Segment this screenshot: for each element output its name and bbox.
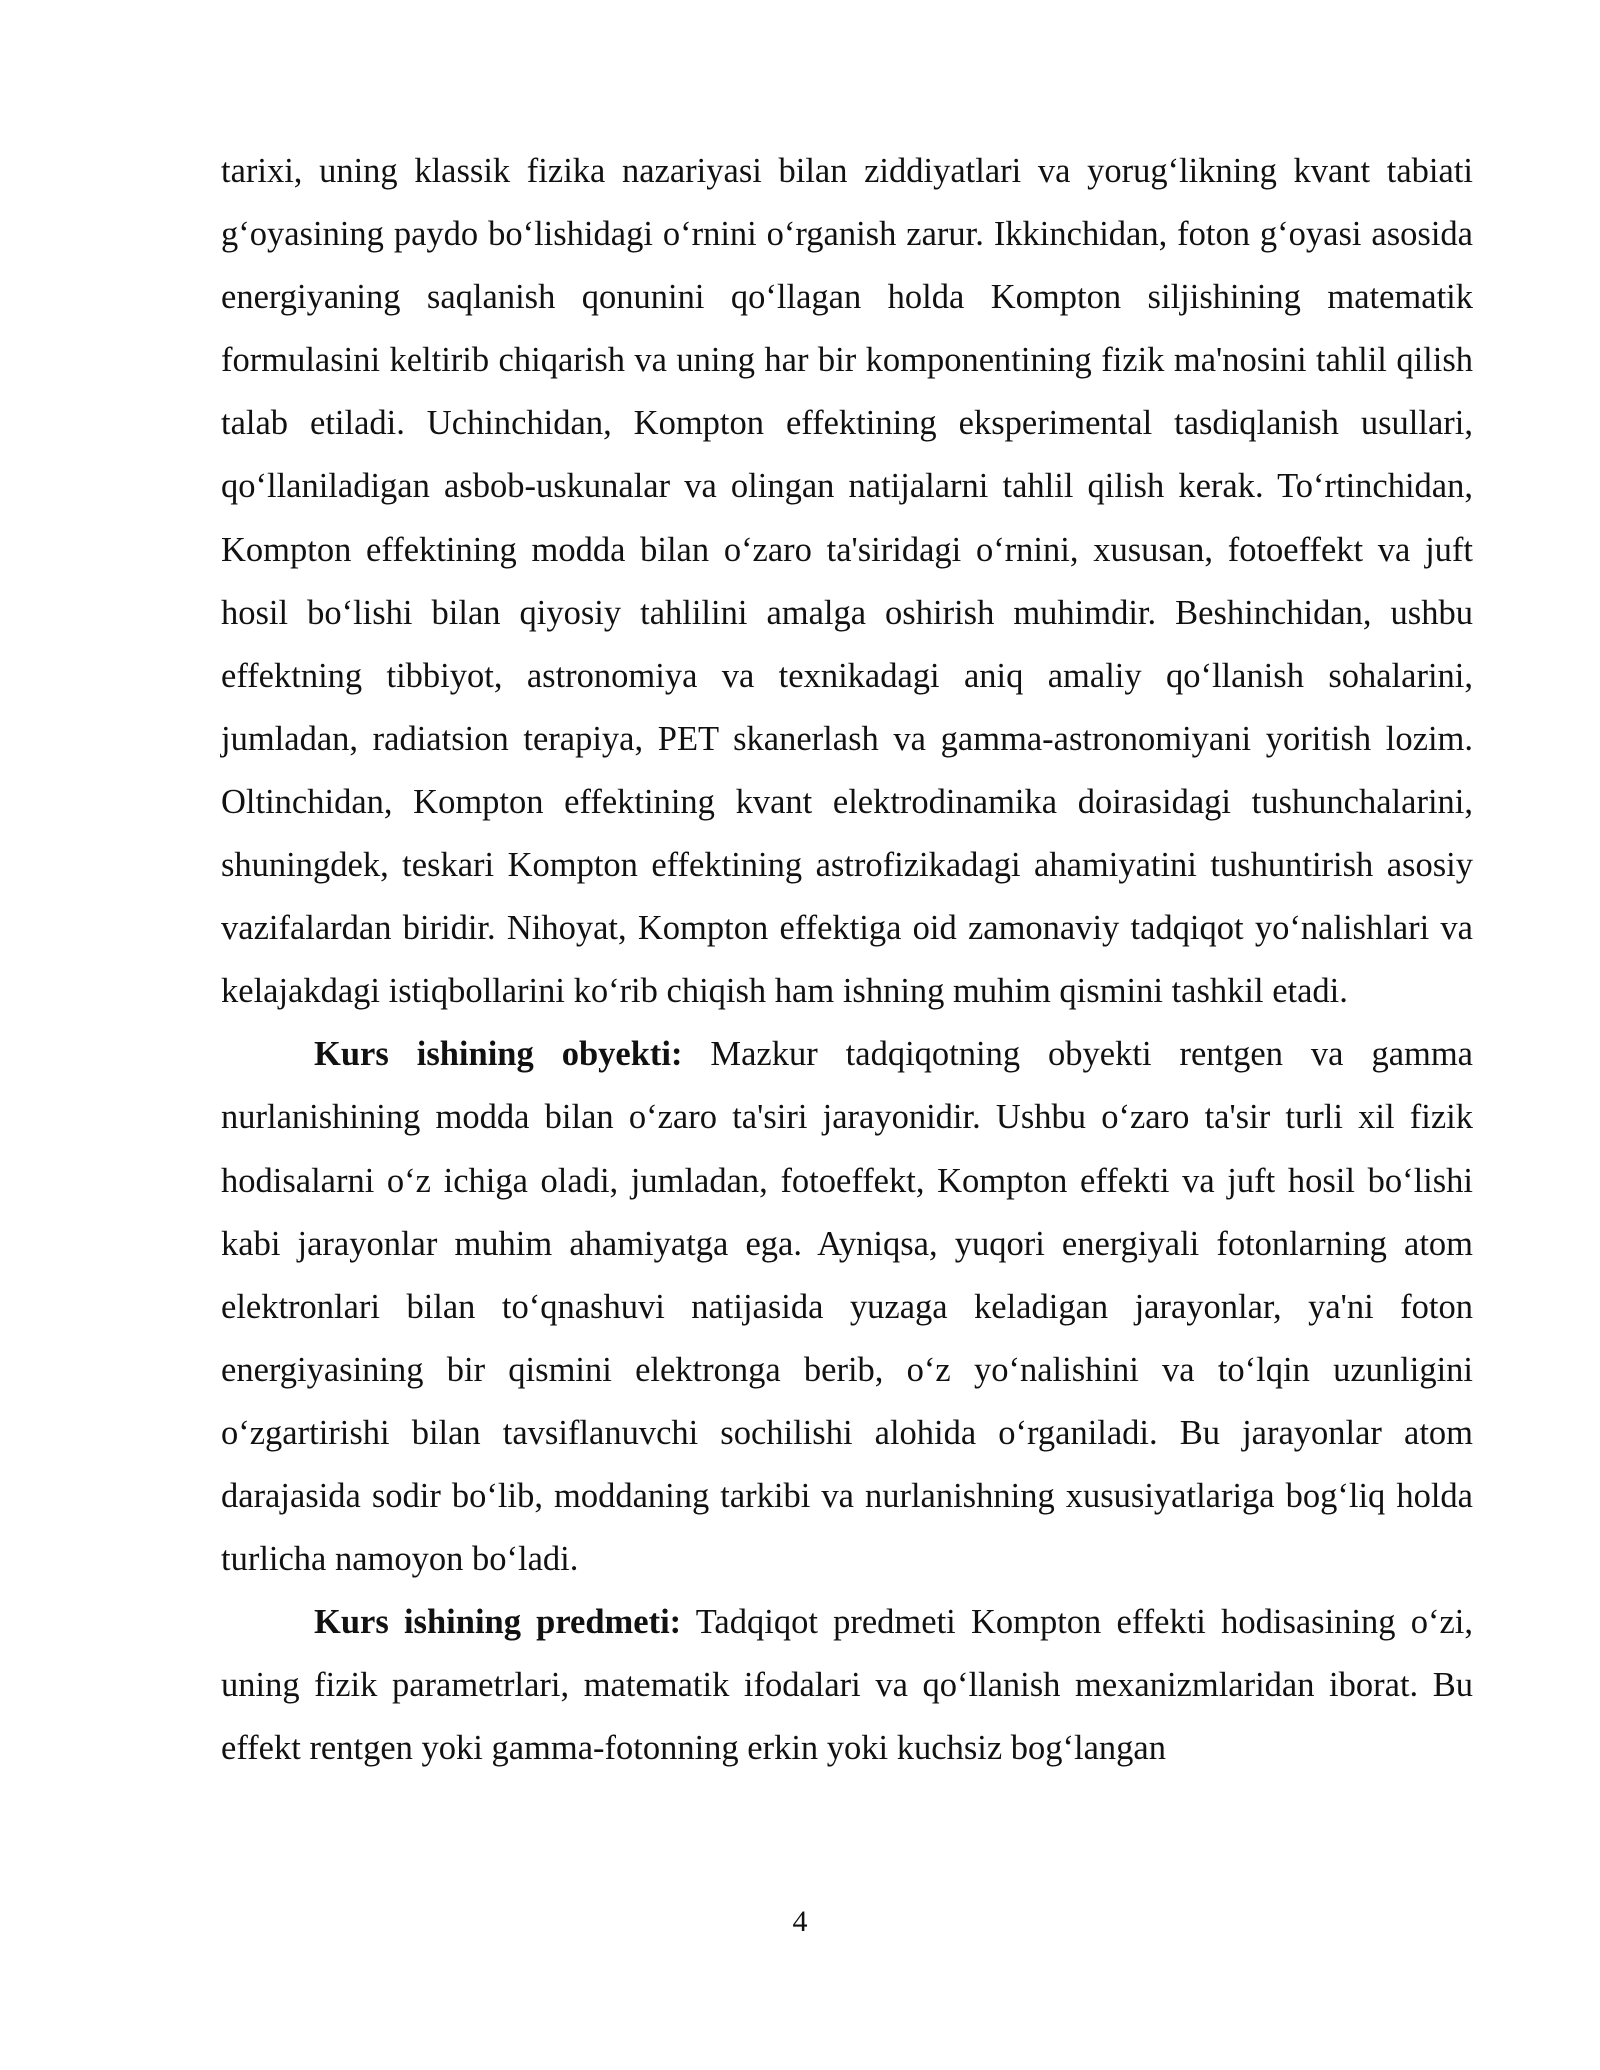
paragraph-object [221,1023,1473,1591]
paragraph-heading: Kurs ishining predmeti: [314,1603,682,1642]
paragraph-continuation [221,140,1473,1023]
paragraph-text: tarixi, uning klassik fizika nazariyasi bilan ziddiyatlari va yorug‘likning kvant tabiati g‘oyasining paydo bo‘lishidagi o‘rnini o‘rganish zarur. Ikkinchidan, foton g‘oyasi asosida energiyaning saqlanish qonunini qo‘llagan holda Kompton siljishining matematik formulasini keltirib chiqarish va uning har bir komponentining fizik ma'nosini tahlil qilish talab etiladi. Uchinchidan, Kompton effektining eksperimental tasdiqlanish usullari, qo‘llaniladigan asbob-uskunalar va olingan natijalarni tahlil qilish kerak. To‘rtinchidan, Kompton effektining modda bilan o‘zaro ta'siridagi o‘rnini, xususan, fotoeffekt va juft hosil bo‘lishi bilan qiyosiy tahlilini amalga oshirish muhimdir. Beshinchidan, ushbu effektning tibbiyot, astronomiya va texnikadagi aniq amaliy qo‘llanish sohalarini, jumladan, radiatsion terapiya, PET skanerlash va gamma-astronomiyani yoritish lozim. Oltinchidan, Kompton effektining kvant elektrodinamika doirasidagi tushunchalarini, shuningdek, teskari Kompton effektining astrofizikadagi ahamiyatini tushuntirish asosiy vazifalardan biridir. Nihoyat, Kompton effektiga oid zamonaviy tadqiqot yo‘nalishlari va kelajakdagi istiqbollarini ko‘rib chiqish ham ishning muhim qismini tashkil etadi. [221,152,1473,1011]
body-text [221,140,1473,1780]
paragraph-heading: Kurs ishining obyekti: [314,1035,683,1074]
paragraph-text: Mazkur tadqiqotning obyekti rentgen va gamma nurlanishining modda bilan o‘zaro ta'siri jarayonidir. Ushbu o‘zaro ta'sir turli xil fizik hodisalarni o‘z ichiga oladi, jumladan, fotoeffekt, Kompton effekti va juft hosil bo‘lishi kabi jarayonlar muhim ahamiyatga ega. Ayniqsa, yuqori energiyali fotonlarning atom elektronlari bilan to‘qnashuvi natijasida yuzaga keladigan jarayonlar, ya'ni foton energiyasining bir qismini elektronga berib, o‘z yo‘nalishini va to‘lqin uzunligini o‘zgartirishi bilan tavsiflanuvchi sochilishi alohida o‘rganiladi. Bu jarayonlar atom darajasida sodir bo‘lib, moddaning tarkibi va nurlanishning xususiyatlariga bog‘liq holda turlicha namoyon bo‘ladi. [221,1035,1473,1579]
paragraph-text: Tadqiqot predmeti Kompton effekti hodisasining o‘zi, uning fizik parametrlari, matematik ifodalari va qo‘llanish mexanizmlaridan iborat. Bu effekt rentgen yoki gamma-fotonning erkin yoki kuchsiz bog‘langan [221,1603,1473,1768]
paragraph-subject [221,1591,1473,1780]
page-number: 4 [792,1905,808,1938]
